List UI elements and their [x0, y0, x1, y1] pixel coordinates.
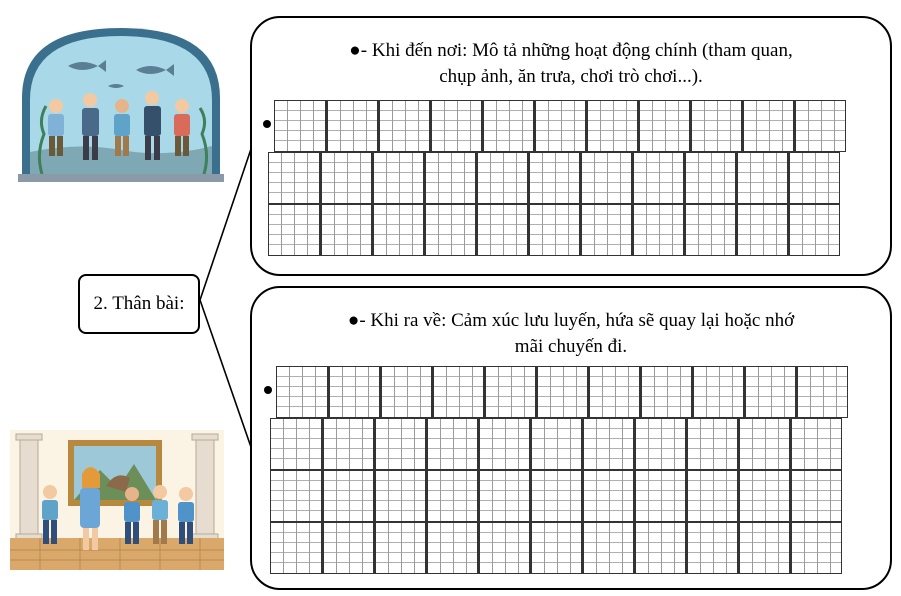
writing-cell[interactable]	[270, 470, 322, 522]
writing-cell[interactable]	[322, 418, 374, 470]
writing-cell[interactable]	[268, 204, 320, 256]
writing-cell[interactable]	[582, 470, 634, 522]
writing-cell[interactable]	[276, 366, 328, 418]
writing-cell[interactable]	[326, 100, 378, 152]
writing-cell[interactable]	[322, 522, 374, 574]
writing-cell[interactable]	[684, 204, 736, 256]
writing-cell[interactable]	[580, 152, 632, 204]
writing-cell[interactable]	[530, 418, 582, 470]
writing-cell[interactable]	[586, 100, 638, 152]
writing-cell[interactable]	[380, 366, 432, 418]
writing-cell[interactable]	[530, 522, 582, 574]
writing-cell[interactable]	[796, 366, 848, 418]
writing-cell[interactable]	[582, 522, 634, 574]
writing-cell[interactable]	[790, 418, 842, 470]
panel-departure	[250, 286, 892, 590]
panel-arrival-text	[252, 38, 890, 90]
writing-cell[interactable]	[426, 522, 478, 574]
connector-bottom	[200, 300, 252, 450]
writing-cell[interactable]	[528, 204, 580, 256]
writing-cell[interactable]	[582, 418, 634, 470]
writing-cell[interactable]	[320, 204, 372, 256]
writing-cell[interactable]	[322, 470, 374, 522]
writing-cell[interactable]	[588, 366, 640, 418]
writing-cell[interactable]	[790, 470, 842, 522]
writing-cell[interactable]	[426, 470, 478, 522]
writing-cell[interactable]	[426, 418, 478, 470]
panel-departure-line-2: mãi chuyến đi.	[514, 336, 628, 357]
writing-cell[interactable]	[424, 204, 476, 256]
writing-cell[interactable]	[686, 418, 738, 470]
writing-cell[interactable]	[528, 152, 580, 204]
writing-cell[interactable]	[738, 418, 790, 470]
writing-cell[interactable]	[320, 152, 372, 204]
writing-cell[interactable]	[372, 152, 424, 204]
section-label-box	[78, 274, 200, 334]
panel-arrival	[250, 16, 892, 276]
writing-cell[interactable]	[788, 204, 840, 256]
bullet-icon	[263, 120, 271, 128]
writing-cell[interactable]	[794, 100, 846, 152]
panel-arrival-line-1: ●- Khi đến nơi: Mô tả những hoạt động chính (tham quan,	[349, 40, 793, 61]
panel-arrival-line-2: chụp ảnh, ăn trưa, chơi trò chơi...).	[439, 66, 703, 87]
writing-grid-row[interactable]	[270, 470, 842, 522]
writing-cell[interactable]	[432, 366, 484, 418]
writing-cell[interactable]	[476, 204, 528, 256]
section-label: 2. Thân bài:	[93, 293, 185, 314]
writing-cell[interactable]	[634, 522, 686, 574]
writing-cell[interactable]	[632, 152, 684, 204]
writing-cell[interactable]	[478, 522, 530, 574]
writing-cell[interactable]	[530, 470, 582, 522]
writing-cell[interactable]	[686, 470, 738, 522]
writing-cell[interactable]	[790, 522, 842, 574]
writing-cell[interactable]	[638, 100, 690, 152]
writing-grid-row[interactable]	[270, 418, 842, 470]
writing-cell[interactable]	[424, 152, 476, 204]
writing-cell[interactable]	[634, 470, 686, 522]
writing-cell[interactable]	[632, 204, 684, 256]
writing-cell[interactable]	[742, 100, 794, 152]
writing-grid-row[interactable]	[274, 100, 846, 152]
writing-grid-row[interactable]	[270, 522, 842, 574]
writing-cell[interactable]	[640, 366, 692, 418]
writing-cell[interactable]	[580, 204, 632, 256]
writing-cell[interactable]	[684, 152, 736, 204]
writing-cell[interactable]	[634, 418, 686, 470]
writing-cell[interactable]	[328, 366, 380, 418]
writing-cell[interactable]	[484, 366, 536, 418]
writing-cell[interactable]	[736, 204, 788, 256]
writing-cell[interactable]	[372, 204, 424, 256]
writing-grid-row[interactable]	[276, 366, 848, 418]
writing-cell[interactable]	[374, 418, 426, 470]
writing-cell[interactable]	[738, 522, 790, 574]
writing-cell[interactable]	[478, 470, 530, 522]
panel-departure-line-1: ●- Khi ra về: Cảm xúc lưu luyến, hứa sẽ quay lại hoặc nhớ	[347, 310, 795, 331]
writing-cell[interactable]	[430, 100, 482, 152]
writing-grid-row[interactable]	[268, 152, 840, 204]
writing-cell[interactable]	[374, 470, 426, 522]
writing-cell[interactable]	[690, 100, 742, 152]
writing-cell[interactable]	[476, 152, 528, 204]
writing-cell[interactable]	[482, 100, 534, 152]
writing-cell[interactable]	[736, 152, 788, 204]
writing-grid-row[interactable]	[268, 204, 840, 256]
writing-cell[interactable]	[788, 152, 840, 204]
writing-cell[interactable]	[692, 366, 744, 418]
writing-cell[interactable]	[478, 418, 530, 470]
museum-field-trip-illustration	[10, 430, 224, 570]
writing-cell[interactable]	[270, 522, 322, 574]
writing-cell[interactable]	[744, 366, 796, 418]
writing-cell[interactable]	[686, 522, 738, 574]
writing-cell[interactable]	[268, 152, 320, 204]
panel-departure-text	[252, 308, 890, 360]
writing-cell[interactable]	[536, 366, 588, 418]
writing-cell[interactable]	[738, 470, 790, 522]
aquarium-field-trip-illustration	[18, 24, 224, 184]
writing-cell[interactable]	[534, 100, 586, 152]
writing-cell[interactable]	[274, 100, 326, 152]
writing-cell[interactable]	[378, 100, 430, 152]
bullet-icon	[264, 386, 272, 394]
writing-cell[interactable]	[374, 522, 426, 574]
writing-cell[interactable]	[270, 418, 322, 470]
